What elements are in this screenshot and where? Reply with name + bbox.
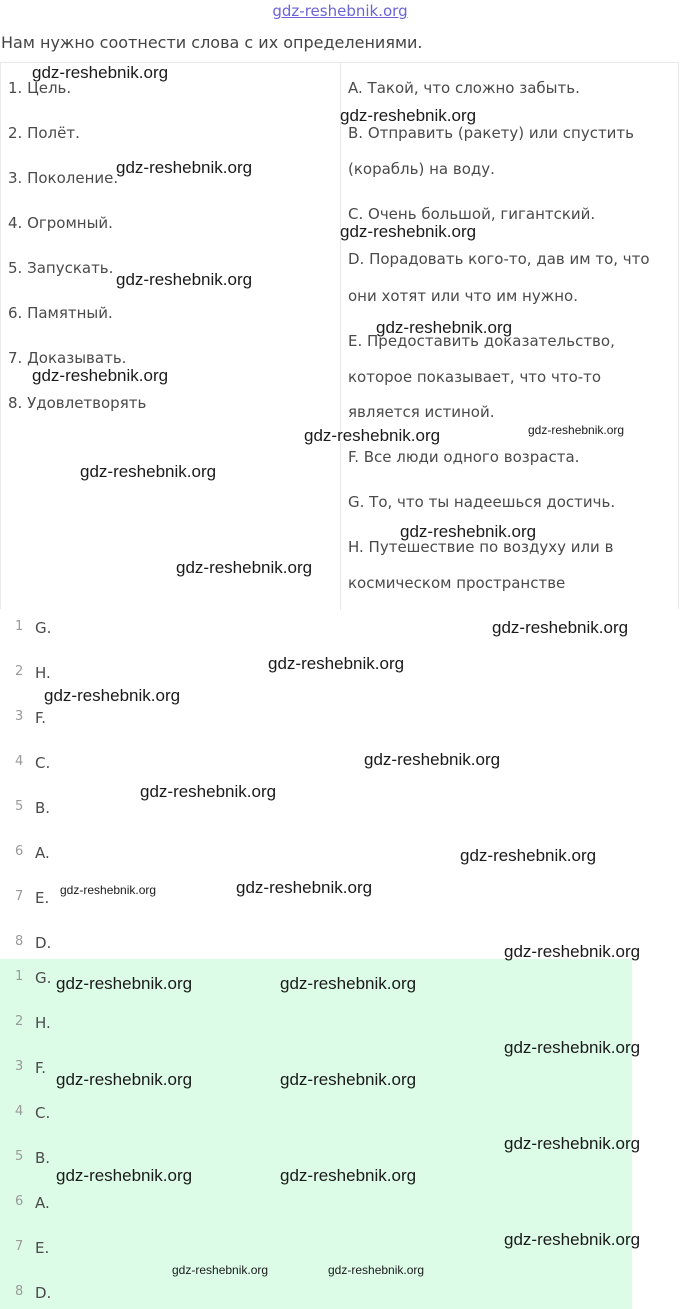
answer-number: 1 <box>15 619 24 634</box>
solution-letter: B. <box>35 1149 51 1167</box>
solution-letter: H. <box>35 1014 51 1032</box>
watermark: gdz-reshebnik.org <box>340 222 477 241</box>
watermark: gdz-reshebnik.org <box>80 462 217 481</box>
definition-line: G. То, что ты надеешься достичь. <box>348 493 616 511</box>
word-item: 3. Поколение. <box>8 169 119 187</box>
watermark: gdz-reshebnik.org <box>340 106 477 125</box>
intro-text: Нам нужно соотнести слова с их определениями. <box>1 33 423 52</box>
definition-line: A. Такой, что сложно забыть. <box>348 79 580 97</box>
answer-number: 6 <box>15 844 24 859</box>
solution-number: 7 <box>15 1239 24 1254</box>
solution-number: 8 <box>15 1284 24 1299</box>
answer-letter: E. <box>35 889 50 907</box>
solution-number: 1 <box>15 969 24 984</box>
solution-number: 2 <box>15 1014 24 1029</box>
watermark: gdz-reshebnik.org <box>504 1038 641 1057</box>
watermark: gdz-reshebnik.org <box>400 522 537 541</box>
watermark: gdz-reshebnik.org <box>236 878 373 897</box>
solution-letter: D. <box>35 1284 52 1302</box>
answer-number: 4 <box>15 754 24 769</box>
answer-number: 8 <box>15 934 24 949</box>
definition-line: D. Порадовать кого-то, дав им то, что <box>348 250 650 268</box>
word-item: 6. Памятный. <box>8 304 113 322</box>
definition-line: E. Предоставить доказательство, <box>348 332 615 350</box>
word-item: 4. Огромный. <box>8 214 113 232</box>
watermark: gdz-reshebnik.org <box>56 974 193 993</box>
solution-letter: C. <box>35 1104 51 1122</box>
watermark: gdz-reshebnik.org <box>280 1166 417 1185</box>
definition-line: H. Путешествие по воздуху или в <box>348 538 614 556</box>
answer-number: 5 <box>15 799 24 814</box>
answer-letter: D. <box>35 934 52 952</box>
definition-line: является истиной. <box>348 403 495 421</box>
solution-letter: F. <box>35 1059 46 1077</box>
solution-letter: G. <box>35 969 52 987</box>
definition-line: космическом пространстве <box>348 574 566 592</box>
word-item: 1. Цель. <box>8 79 72 97</box>
watermark: gdz-reshebnik.org <box>268 654 405 673</box>
answer-letter: C. <box>35 754 51 772</box>
watermark: gdz-reshebnik.org <box>32 63 169 82</box>
solution-letter: E. <box>35 1239 50 1257</box>
watermark: gdz-reshebnik.org <box>304 426 441 445</box>
watermark: gdz-reshebnik.org <box>528 423 625 437</box>
watermark: gdz-reshebnik.org <box>376 318 513 337</box>
watermark: gdz-reshebnik.org <box>44 686 181 705</box>
watermark: gdz-reshebnik.org <box>32 366 169 385</box>
watermark: gdz-reshebnik.org <box>504 1230 641 1249</box>
word-item: 7. Доказывать. <box>8 349 127 367</box>
site-header-link[interactable]: gdz-reshebnik.org <box>272 2 408 20</box>
definition-line: C. Очень большой, гигантский. <box>348 205 596 223</box>
definition-line: которое показывает, что что-то <box>348 368 602 386</box>
watermark: gdz-reshebnik.org <box>504 1134 641 1153</box>
word-item: 5. Запускать. <box>8 259 114 277</box>
answer-letter: A. <box>35 844 50 862</box>
column-divider <box>340 63 341 610</box>
answer-letter: B. <box>35 799 51 817</box>
watermark: gdz-reshebnik.org <box>460 846 597 865</box>
watermark: gdz-reshebnik.org <box>116 158 253 177</box>
watermark: gdz-reshebnik.org <box>328 1263 425 1277</box>
watermark: gdz-reshebnik.org <box>492 618 629 637</box>
watermark: gdz-reshebnik.org <box>116 270 253 289</box>
watermark: gdz-reshebnik.org <box>280 974 417 993</box>
solution-number: 6 <box>15 1194 24 1209</box>
watermark: gdz-reshebnik.org <box>60 883 157 897</box>
answer-number: 2 <box>15 664 24 679</box>
answer-letter: G. <box>35 619 52 637</box>
watermark: gdz-reshebnik.org <box>172 1263 269 1277</box>
watermark: gdz-reshebnik.org <box>56 1070 193 1089</box>
solution-number: 4 <box>15 1104 24 1119</box>
watermark: gdz-reshebnik.org <box>176 558 313 577</box>
answer-letter: H. <box>35 664 51 682</box>
solution-number: 3 <box>15 1059 24 1074</box>
definition-line: B. Отправить (ракету) или спустить <box>348 124 635 142</box>
answer-number: 7 <box>15 889 24 904</box>
answer-letter: F. <box>35 709 46 727</box>
solution-number: 5 <box>15 1149 24 1164</box>
word-item: 2. Полёт. <box>8 124 80 142</box>
watermark: gdz-reshebnik.org <box>364 750 501 769</box>
definition-line: F. Все люди одного возраста. <box>348 448 580 466</box>
solution-letter: A. <box>35 1194 50 1212</box>
answer-number: 3 <box>15 709 24 724</box>
word-item: 8. Удовлетворять <box>8 394 147 412</box>
definition-line: (корабль) на воду. <box>348 160 495 178</box>
definition-line: они хотят или что им нужно. <box>348 287 579 305</box>
watermark: gdz-reshebnik.org <box>504 942 641 961</box>
watermark: gdz-reshebnik.org <box>140 782 277 801</box>
watermark: gdz-reshebnik.org <box>56 1166 193 1185</box>
watermark: gdz-reshebnik.org <box>280 1070 417 1089</box>
